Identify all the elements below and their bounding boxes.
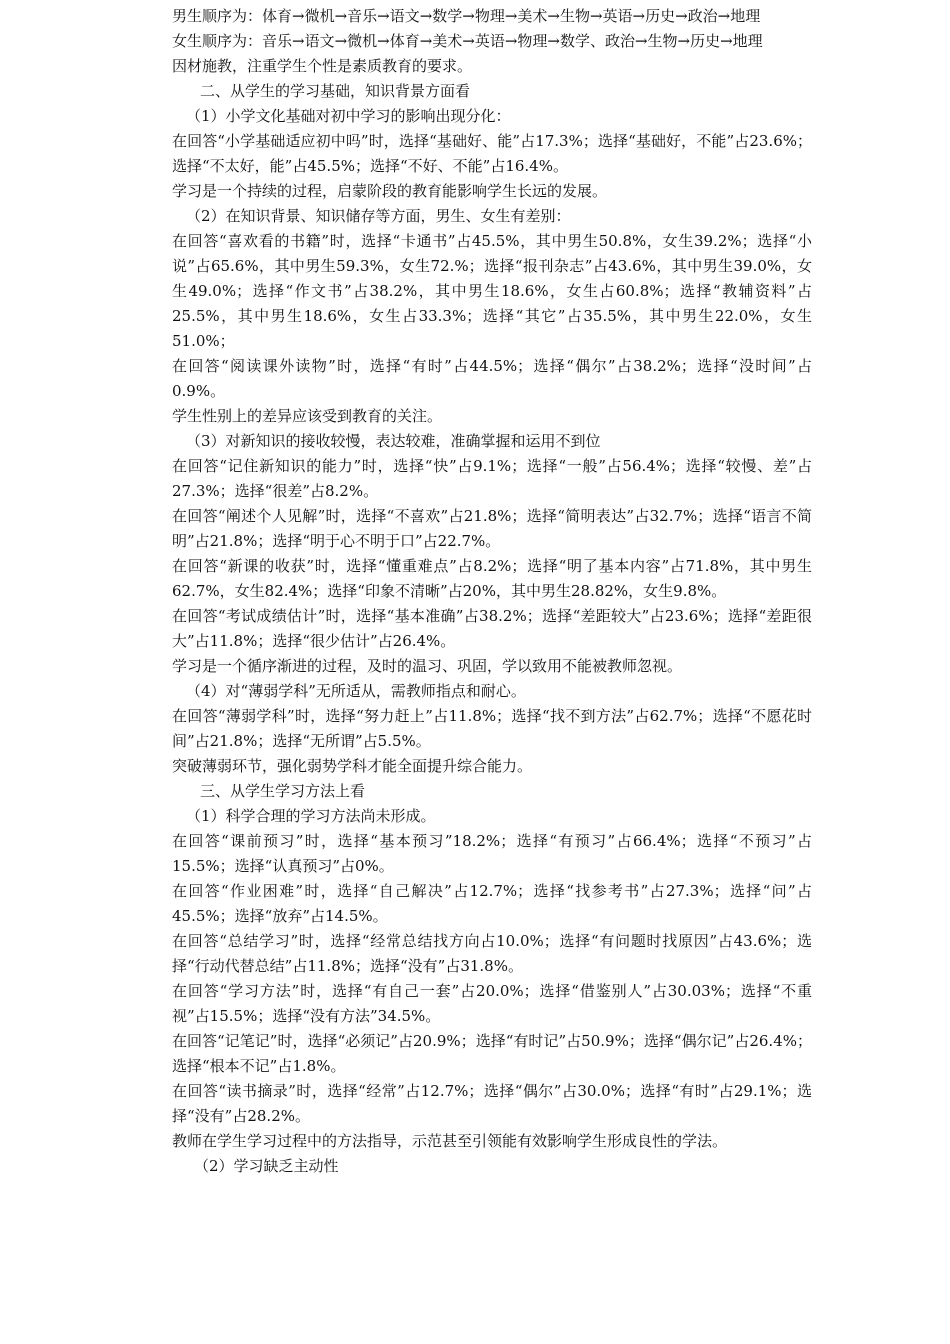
paragraph: 在回答“读书摘录”时，选择“经常”占12.7%；选择“偶尔”占30.0%；选择“有时”占29.1%；选择“没有”占28.2%。 (172, 1082, 812, 1125)
subsection-heading: （3）对新知识的接收较慢，表达较难，准确掌握和运用不到位 (186, 432, 601, 450)
paragraph: 在回答“记住新知识的能力”时，选择“快”占9.1%；选择“一般”占56.4%；选择“较慢、差”占27.3%；选择“很差”占8.2%。 (172, 457, 812, 500)
document-page (172, 4, 812, 1179)
paragraph: 在回答“学习方法”时，选择“有自己一套”占20.0%；选择“借鉴别人”占30.03%；选择“不重视”占15.5%；选择“没有方法”34.5%。 (172, 982, 812, 1025)
paragraph: 学习是一个循序渐进的过程，及时的温习、巩固，学以致用不能被教师忽视。 (172, 657, 683, 675)
paragraph: 在回答“考试成绩估计”时，选择“基本准确”占38.2%；选择“差距较大”占23.6%；选择“差距很大”占11.8%；选择“很少估计”占26.4%。 (172, 607, 812, 650)
paragraph: 在回答“喜欢看的书籍”时，选择“卡通书”占45.5%，其中男生50.8%，女生39.2%；选择“小说”占65.6%，其中男生59.3%，女生72.%；选择“报刊杂志”占43.6%，其中男生39.0%，女生49.0%；选择“作文书”占38.2%，其中男生18.6%，女生占60.8%；选择“教辅资料”占25.5%，其中男生18.6%，女生占33.3%；选择“其它”占35.5%，其中男生22.0%，女生51.0%； (172, 232, 812, 350)
subsection-heading: （2）在知识背景、知识储存等方面，男生、女生有差别： (186, 207, 571, 225)
paragraph: 在回答“阅读课外读物”时，选择“有时”占44.5%；选择“偶尔”占38.2%；选择“没时间”占0.9%。 (172, 357, 812, 400)
paragraph: 教师在学生学习过程中的方法指导，示范甚至引领能有效影响学生形成良性的学法。 (172, 1132, 728, 1150)
paragraph: 女生顺序为：音乐→语文→微机→体育→美术→英语→物理→数学、政治→生物→历史→地理 (172, 32, 763, 50)
subsection-heading: （1）科学合理的学习方法尚未形成。 (186, 807, 436, 825)
subsection-heading: （2）学习缺乏主动性 (194, 1157, 339, 1175)
subsection-heading: （1）小学文化基础对初中学习的影响出现分化： (186, 107, 511, 125)
paragraph: 学生性别上的差异应该受到教育的关注。 (172, 407, 443, 425)
paragraph: 在回答“薄弱学科”时，选择“努力赶上”占11.8%；选择“找不到方法”占62.7%；选择“不愿花时间”占21.8%；选择“无所谓”占5.5%。 (172, 707, 812, 750)
paragraph: 在回答“记笔记”时，选择“必须记”占20.9%；选择“有时记”占50.9%；选择“偶尔记”占26.4%；选择“根本不记”占1.8%。 (172, 1032, 812, 1075)
paragraph: 因材施教，注重学生个性是素质教育的要求。 (172, 57, 473, 75)
section-heading: 三、从学生学习方法上看 (200, 782, 366, 800)
paragraph: 学习是一个持续的过程，启蒙阶段的教育能影响学生长远的发展。 (172, 182, 608, 200)
paragraph: 在回答“阐述个人见解”时，选择“不喜欢”占21.8%；选择“简明表达”占32.7%；选择“语言不简明”占21.8%；选择“明于心不明于口”占22.7%。 (172, 507, 812, 550)
section-heading: 二、从学生的学习基础，知识背景方面看 (200, 82, 471, 100)
paragraph: 在回答“小学基础适应初中吗”时，选择“基础好、能”占17.3%；选择“基础好，不能”占23.6%；选择“不太好，能”占45.5%；选择“不好、不能”占16.4%。 (172, 132, 812, 175)
paragraph: 在回答“新课的收获”时，选择“懂重难点”占8.2%；选择“明了基本内容”占71.8%，其中男生62.7%，女生82.4%；选择“印象不清晰”占20%，其中男生28.82%，女生9.8%。 (172, 557, 812, 600)
subsection-heading: （4）对“薄弱学科”无所适从，需教师指点和耐心。 (186, 682, 526, 700)
paragraph: 在回答“总结学习”时，选择“经常总结找方向占10.0%；选择“有问题时找原因”占43.6%；选择“行动代替总结”占11.8%；选择“没有”占31.8%。 (172, 932, 812, 975)
paragraph: 男生顺序为：体育→微机→音乐→语文→数学→物理→美术→生物→英语→历史→政治→地理 (172, 7, 761, 25)
paragraph: 突破薄弱环节，强化弱势学科才能全面提升综合能力。 (172, 757, 533, 775)
paragraph: 在回答“课前预习”时，选择“基本预习”18.2%；选择“有预习”占66.4%；选择“不预习”占15.5%；选择“认真预习”占0%。 (172, 832, 812, 875)
paragraph: 在回答“作业困难”时，选择“自己解决”占12.7%；选择“找参考书”占27.3%；选择“问”占45.5%；选择“放弃”占14.5%。 (172, 882, 812, 925)
